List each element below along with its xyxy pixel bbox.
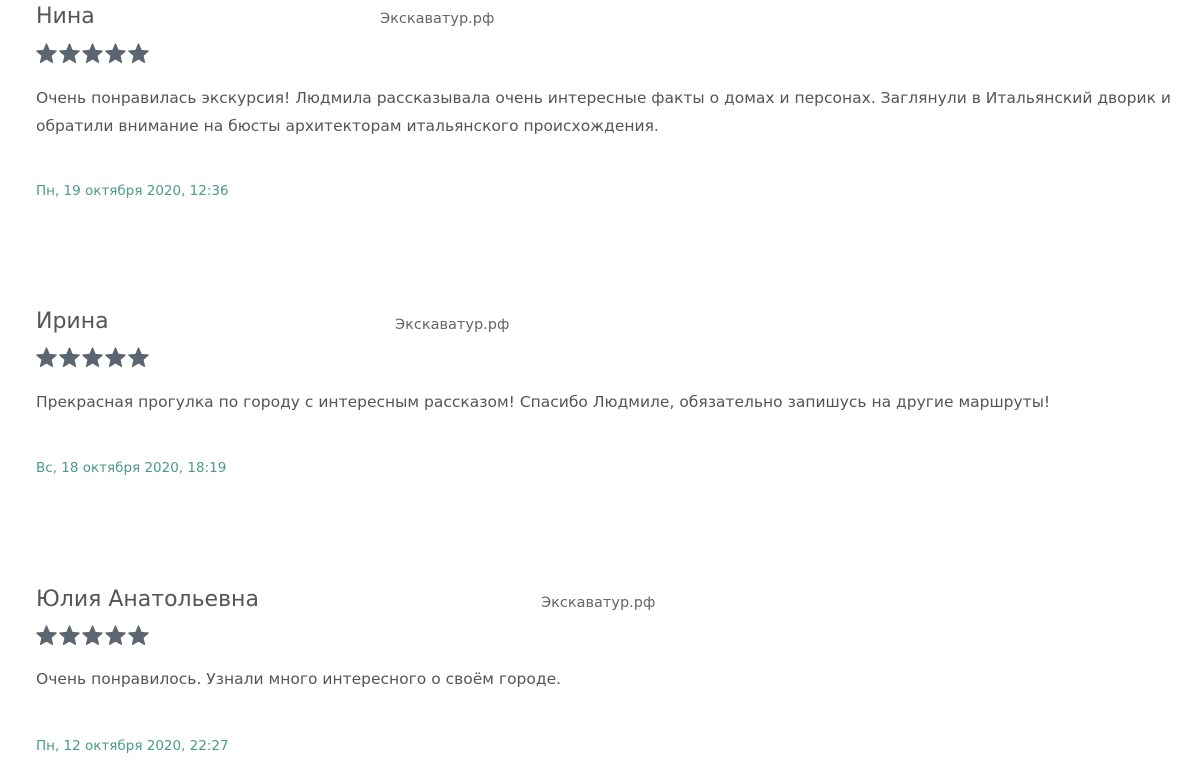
review-card (36, 584, 1186, 764)
review-source: Экскаватур.рф (541, 595, 656, 611)
star-icon (36, 43, 57, 64)
review-source: Экскаватур.рф (395, 317, 510, 333)
review-date: Пн, 19 октября 2020, 12:36 (36, 183, 229, 199)
review-text: Очень понравилось. Узнали много интересного о своём городе. (36, 670, 562, 688)
star-icon (82, 347, 103, 368)
rating-stars (36, 347, 149, 369)
star-icon (82, 625, 103, 646)
star-icon (59, 625, 80, 646)
review-date: Пн, 12 октября 2020, 22:27 (36, 738, 229, 754)
star-icon (82, 43, 103, 64)
star-icon (59, 43, 80, 64)
review-text: Очень понравилась экскурсия! Людмила рассказывала очень интересные факты о домах и персонах. Заглянули в Итальянский дворик и обратили внимание на бюсты архитекторам итальянского происхождения. (36, 89, 1171, 135)
star-icon (128, 347, 149, 368)
review-date: Вс, 18 октября 2020, 18:19 (36, 460, 227, 476)
rating-stars (36, 625, 149, 647)
star-icon (105, 625, 126, 646)
review-text: Прекрасная прогулка по городу с интересным рассказом! Спасибо Людмиле, обязательно запишусь на другие маршруты! (36, 393, 1051, 411)
review-card (36, 0, 1186, 210)
star-icon (105, 43, 126, 64)
review-author: Ирина (36, 309, 109, 334)
star-icon (128, 625, 149, 646)
rating-stars (36, 43, 149, 65)
star-icon (36, 347, 57, 368)
star-icon (59, 347, 80, 368)
review-author: Нина (36, 4, 95, 29)
review-card (36, 306, 1186, 486)
review-source: Экскаватур.рф (380, 11, 495, 27)
star-icon (128, 43, 149, 64)
star-icon (105, 347, 126, 368)
review-author: Юлия Анатольевна (36, 587, 259, 612)
star-icon (36, 625, 57, 646)
